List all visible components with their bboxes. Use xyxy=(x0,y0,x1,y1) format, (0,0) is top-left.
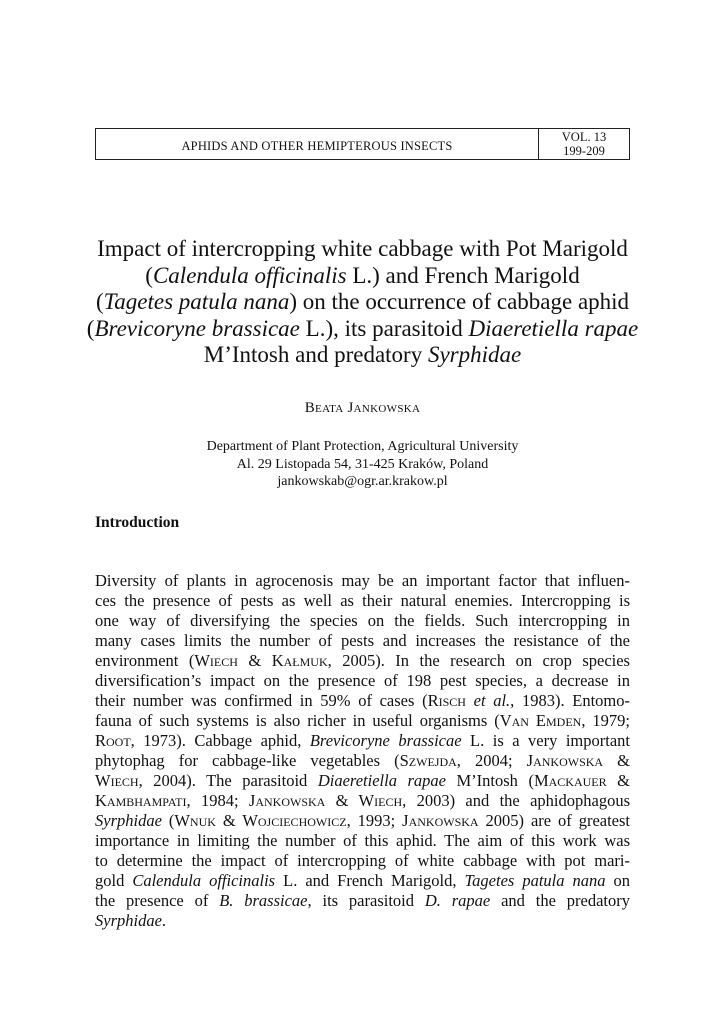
text-line xyxy=(95,791,630,811)
citation-author: Kambhampati xyxy=(95,791,187,810)
text-line: many cases limits the number of pests and increases the resistance of the xyxy=(95,631,630,650)
species-name: Diaeretiella rapae xyxy=(317,771,446,790)
citation-author: Risch xyxy=(427,691,466,710)
introduction-paragraph xyxy=(95,571,630,931)
text-segment: , 1979; xyxy=(581,711,630,730)
text-segment: fauna of such systems is also richer in useful organisms ( xyxy=(95,711,500,730)
title-species-name: Tagetes patula nana xyxy=(103,289,290,314)
text-segment: , 1983). Entomo- xyxy=(510,691,630,710)
text-segment: phytophag for cabbage-like vegetables ( xyxy=(95,751,400,770)
text-segment: 2005) are of greatest xyxy=(478,811,630,830)
affiliation-email: jankowskab@ogr.ar.krakow.pl xyxy=(277,474,448,489)
text-line: to determine the impact of intercropping of white cabbage with pot mari- xyxy=(95,851,630,870)
text-segment: & xyxy=(603,751,630,770)
text-segment: , 2004; xyxy=(456,751,527,770)
text-line xyxy=(95,871,630,891)
title-species-name: Calendula officinalis xyxy=(152,262,347,288)
text-line xyxy=(95,891,630,911)
text-line: Diversity of plants in agrocenosis may be an important factor that influen- xyxy=(95,571,630,590)
citation-author: Wnuk & Wojciechowicz xyxy=(174,811,347,830)
citation-author: Root xyxy=(95,731,131,750)
title-text: M’Intosh and predatory xyxy=(203,342,428,367)
text-line xyxy=(95,911,630,931)
text-segment: environment ( xyxy=(95,651,195,670)
citation-author: Wiech & Kałmuk xyxy=(194,651,328,670)
text-segment: gold xyxy=(95,871,133,890)
paper-title xyxy=(80,236,645,369)
species-name: D. rapae xyxy=(424,891,491,910)
species-name: B. brassicae xyxy=(219,891,308,910)
text-segment: , 1973). Cabbage aphid, xyxy=(130,731,310,750)
text-segment: their number was confirmed in 59% of cases ( xyxy=(95,691,428,710)
citation-author: Jankowska & Wiech xyxy=(248,791,403,810)
text-segment: and the predatory xyxy=(490,891,630,910)
volume-box xyxy=(538,129,629,159)
text-line: diversification’s impact on the presence of 198 pest species, a decrease in xyxy=(95,671,630,690)
species-name: Calendula officinalis xyxy=(132,871,276,890)
title-species-name: Syrphidae xyxy=(427,342,522,367)
title-text: L.), its parasitoid xyxy=(299,315,469,341)
species-name: Syrphidae xyxy=(95,811,162,830)
text-line: ces the presence of pests as well as their natural enemies. Intercropping is xyxy=(95,591,630,610)
text-line xyxy=(95,691,630,711)
volume-number: VOL. 13 xyxy=(561,130,607,144)
affiliation xyxy=(0,438,725,491)
species-name: Syrphidae xyxy=(95,911,162,930)
text-segment: , 1984; xyxy=(186,791,249,810)
page-range: 199-209 xyxy=(563,144,605,158)
text-segment: , 2003) and the aphidophagous xyxy=(402,791,630,810)
title-text: ( xyxy=(145,262,153,288)
species-name: Tagetes patula nana xyxy=(464,871,606,890)
journal-name: APHIDS AND OTHER HEMIPTEROUS INSECTS xyxy=(181,138,453,153)
affiliation-address: Al. 29 Listopada 54, 31-425 Kraków, Poland xyxy=(236,456,489,472)
journal-header xyxy=(95,128,630,160)
text-segment: et al. xyxy=(465,691,511,710)
text-line: importance in limiting the number of this aphid. The aim of this work was xyxy=(95,831,630,850)
title-species-name: Brevicoryne brassicae xyxy=(94,315,300,341)
text-line xyxy=(95,711,630,731)
title-text: ) on the occurrence of cabbage aphid xyxy=(289,289,630,314)
title-text: L.) and French Marigold xyxy=(346,262,580,288)
section-heading-introduction: Introduction xyxy=(95,514,180,531)
text-segment: , 1993; xyxy=(346,811,403,830)
citation-author: Wiech xyxy=(95,771,139,790)
text-segment: the presence of xyxy=(95,891,220,910)
title-species-name: Diaeretiella rapae xyxy=(468,315,639,341)
species-name: Brevicoryne brassicae xyxy=(309,731,462,750)
citation-author: Van Emden xyxy=(499,711,582,730)
text-segment: L. and French Marigold, xyxy=(275,871,465,890)
citation-author: Jankowska xyxy=(402,811,479,830)
text-line xyxy=(95,811,630,831)
text-line xyxy=(95,751,630,771)
text-segment: & xyxy=(606,771,630,790)
citation-author: Mackauer xyxy=(533,771,607,790)
text-segment: , 2004). The parasitoid xyxy=(138,771,318,790)
citation-author: Szwejda xyxy=(399,751,457,770)
author-name: Beata Jankowska xyxy=(304,400,421,416)
text-line xyxy=(95,771,630,791)
text-line xyxy=(95,731,630,751)
title-line: Impact of intercropping white cabbage with Pot Marigold xyxy=(97,236,628,261)
text-line xyxy=(95,651,630,671)
citation-author: Jankowska xyxy=(526,751,604,770)
text-segment: ( xyxy=(161,811,175,830)
text-segment: . xyxy=(161,911,167,930)
text-line: one way of diversifying the species on the fields. Such intercropping in xyxy=(95,611,630,630)
text-segment: L. is a very important xyxy=(461,731,630,750)
title-text: ( xyxy=(86,315,95,341)
affiliation-department: Department of Plant Protection, Agricultural University xyxy=(206,439,519,454)
text-segment: , its parasitoid xyxy=(307,891,425,910)
text-segment: , 2005). In the research on crop species xyxy=(327,651,630,670)
text-segment: on xyxy=(605,871,630,890)
text-segment: M’Intosh ( xyxy=(445,771,534,790)
title-text: ( xyxy=(95,289,104,314)
